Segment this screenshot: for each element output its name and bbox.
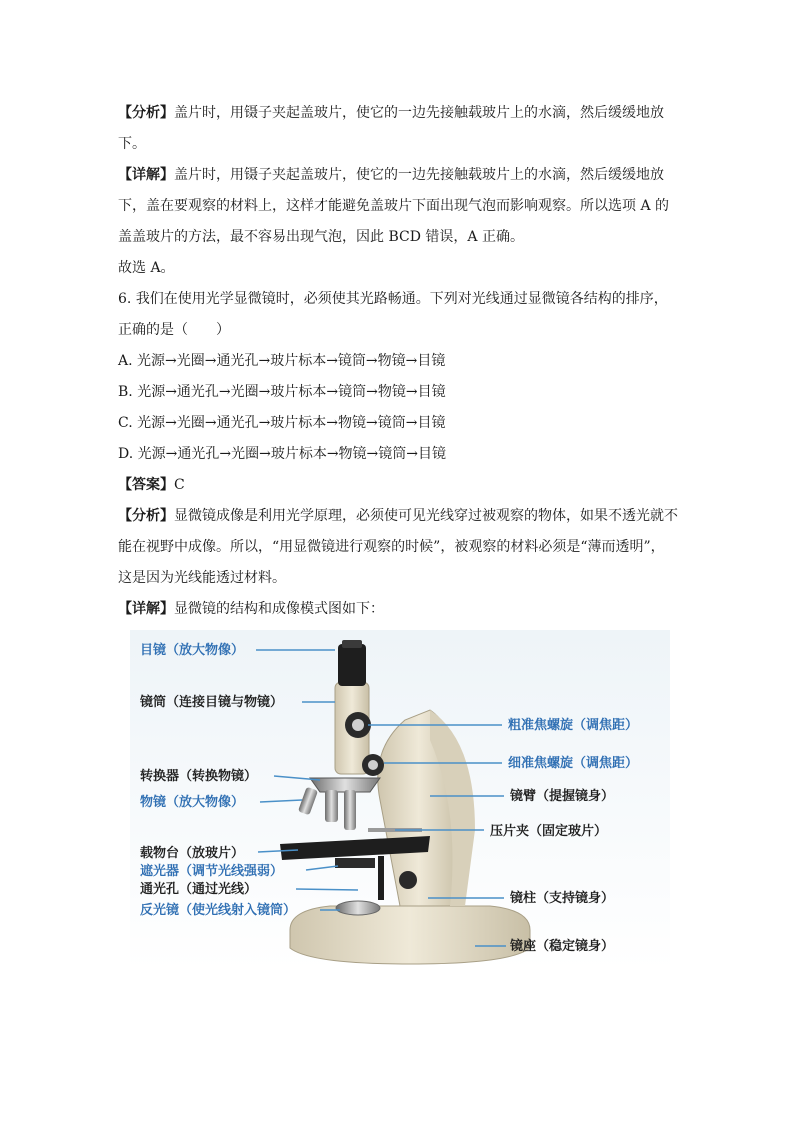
- answer-value: C: [174, 477, 185, 493]
- label-pillar: 镜柱（支持镜身）: [510, 891, 615, 906]
- stage-knob: [399, 871, 417, 889]
- microscope-svg: [130, 630, 670, 970]
- label-mirror: 反光镜（使光线射入镜筒）: [140, 903, 297, 918]
- paragraph-conclusion: 故选 A。: [118, 260, 175, 276]
- fine-knob-center: [368, 760, 378, 770]
- label-stage: 载物台（放玻片）: [140, 846, 245, 861]
- label-diaphragm: 遮光器（调节光线强弱）: [140, 864, 284, 879]
- detail-tag: 【详解】: [118, 167, 174, 183]
- option-a: A. 光源→光圈→通光孔→玻片标本→镜筒→物镜→目镜: [118, 353, 446, 369]
- answer-line: [118, 470, 678, 501]
- label-coarse: 粗准焦螺旋（调焦距）: [508, 718, 639, 733]
- label-arm: 镜臂（提握镜身）: [510, 789, 615, 804]
- nosepiece-shape: [310, 778, 380, 792]
- label-base: 镜座（稳定镜身）: [510, 939, 615, 954]
- detail-tag: 【详解】: [118, 601, 174, 617]
- objective-2: [325, 790, 338, 822]
- paragraph-detail-1: 【详解】盖片时，用镊子夹起盖玻片，使它的一边先接触载玻片上的水滴，然后缓缓地放下，盖在要观察的材料上，这样才能避免盖玻片下面出现气泡而影响观察。所以选项 A 的盖盖玻片的方法，最不容易出现气泡，因此 BCD 错误，A 正确。: [118, 167, 670, 245]
- leader-aperture: [296, 889, 358, 890]
- label-tube: 镜筒（连接目镜与物镜）: [140, 695, 284, 710]
- label-objective: 物镜（放大物像）: [140, 795, 245, 810]
- question-number: 6.: [118, 291, 132, 307]
- eyepiece-shape: [338, 644, 366, 686]
- objective-3: [344, 790, 356, 830]
- analysis-tag: 【分析】: [118, 508, 174, 524]
- mirror-shape: [336, 901, 380, 915]
- paragraph-analysis-2: 【分析】显微镜成像是利用光学原理，必须使可见光线穿过被观察的物体，如果不透光就不能在视野中成像。所以，“用显微镜进行观察的时候”，被观察的材料必须是“薄而透明”，这是因为光线能透过材料。: [118, 508, 678, 586]
- option-d: D. 光源→通光孔→光圈→玻片标本→物镜→镜筒→目镜: [118, 446, 447, 462]
- eyepiece-top: [342, 640, 362, 648]
- option-b: B. 光源→通光孔→光圈→玻片标本→镜筒→物镜→目镜: [118, 384, 446, 400]
- label-eyepiece: 目镜（放大物像）: [140, 643, 245, 658]
- document-body: [118, 98, 678, 625]
- label-fine: 细准焦螺旋（调焦距）: [508, 756, 639, 771]
- paragraph-analysis-1: 【分析】盖片时，用镊子夹起盖玻片，使它的一边先接触载玻片上的水滴，然后缓缓地放下。: [118, 105, 664, 152]
- label-aperture: 通光孔（通过光线）: [140, 882, 258, 897]
- option-c: C. 光源→光圈→通光孔→玻片标本→物镜→镜筒→目镜: [118, 415, 446, 431]
- microscope-diagram: [130, 630, 670, 980]
- question-stem: 6. 我们在使用光学显微镜时，必须使其光路畅通。下列对光线通过显微镜各结构的排序，正确的是（ ）: [118, 291, 668, 338]
- coarse-knob-center: [352, 719, 364, 731]
- label-nosepiece: 转换器（转换物镜）: [140, 769, 258, 784]
- answer-tag: 【答案】: [118, 477, 174, 493]
- diaphragm-shape: [335, 858, 375, 868]
- analysis-tag: 【分析】: [118, 105, 174, 121]
- label-clip: 压片夹（固定玻片）: [490, 824, 608, 839]
- stage-support: [378, 856, 384, 900]
- base-shape: [290, 906, 530, 964]
- paragraph-detail-2: 【详解】显微镜的结构和成像模式图如下：: [118, 601, 384, 617]
